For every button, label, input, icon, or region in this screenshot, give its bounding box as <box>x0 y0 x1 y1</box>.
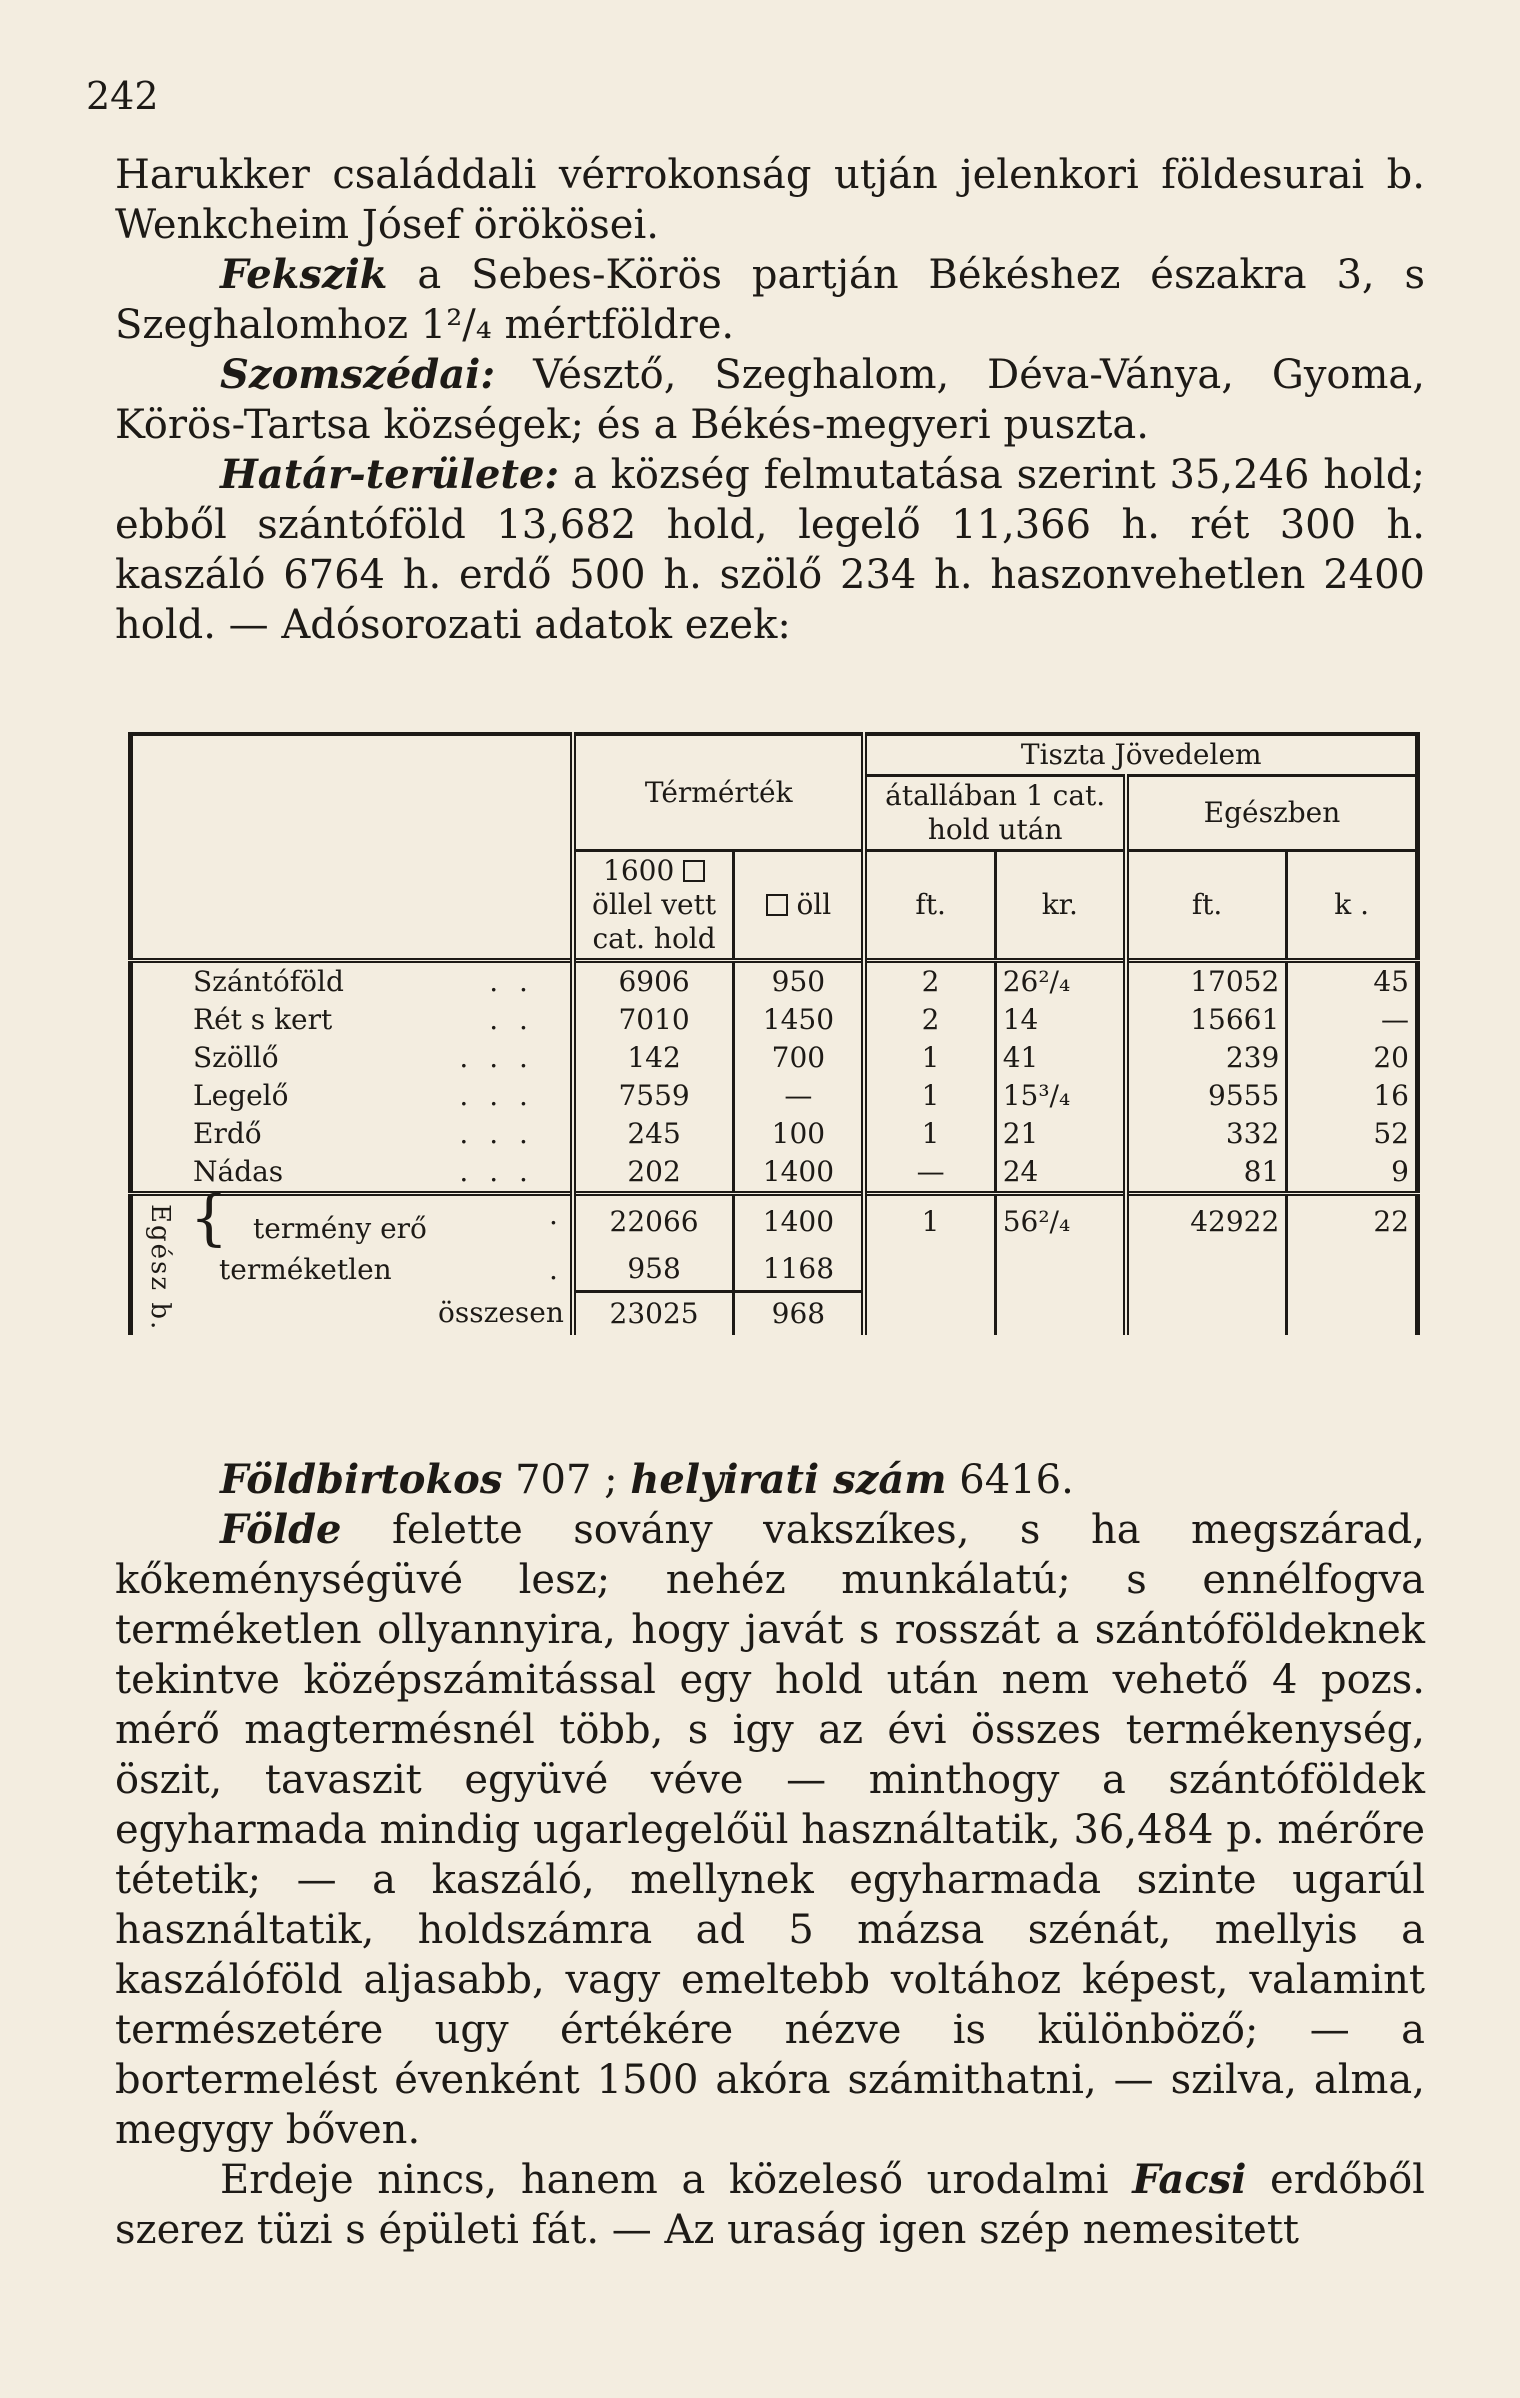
header-ft2: ft. <box>1126 851 1287 961</box>
header-atallaban: átallában 1 cat. hold után <box>864 776 1125 851</box>
summary-r1-label: termény erő <box>253 1212 427 1245</box>
summary-r2-label: terméketlen <box>219 1252 392 1286</box>
summary-r1-b: 1400 <box>734 1194 865 1249</box>
cell-c: 1 <box>864 1115 995 1153</box>
cell-f: 20 <box>1287 1039 1418 1077</box>
table-row <box>131 1077 1418 1115</box>
header-egeszben: Egészben <box>1126 776 1418 851</box>
emphasis-text: Határ-területe: <box>220 451 560 498</box>
cell-c: 1 <box>864 1077 995 1115</box>
row-label-cell <box>131 1039 573 1077</box>
cell-b: 950 <box>734 961 865 1002</box>
cell-a: 7010 <box>573 1001 734 1039</box>
summary-r1-e: 42922 <box>1126 1194 1287 1249</box>
summary-r1-a: 22066 <box>573 1194 734 1249</box>
cell-e: 239 <box>1126 1039 1287 1077</box>
row-dots: . . . <box>459 1041 534 1074</box>
cell-a: 6906 <box>573 961 734 1002</box>
header-kr: kr. <box>995 851 1126 961</box>
emphasis-text: Földbirtokos <box>220 1456 503 1503</box>
header-termertek: Térmérték <box>573 734 865 851</box>
cell-a: 7559 <box>573 1077 734 1115</box>
square-fathom-icon <box>766 894 788 916</box>
cell-a: 245 <box>573 1115 734 1153</box>
table-row <box>131 961 1418 1002</box>
paragraph-text: Vésztő, Szeghalom, Déva-Ványa, Gyoma, Körös-Tartsa községek; és a Békés-megyeri puszta. <box>115 352 1425 448</box>
row-label: Legelő <box>193 1079 289 1112</box>
top-paragraph <box>115 450 1425 650</box>
table-row <box>131 1153 1418 1194</box>
cell-d: 24 <box>995 1153 1126 1194</box>
square-fathom-icon <box>683 860 705 882</box>
table-row <box>131 1115 1418 1153</box>
cell-e: 17052 <box>1126 961 1287 1002</box>
row-label-cell <box>131 1001 573 1039</box>
paragraph-text: 6416. <box>946 1457 1074 1503</box>
row-dots: . . . <box>459 1155 534 1188</box>
summary-r3-b: 968 <box>734 1292 865 1336</box>
emphasis-text: Fekszik <box>220 251 388 298</box>
summary-side-label: Egész b. <box>145 1204 175 1332</box>
summary-r2-dots: . <box>549 1252 564 1286</box>
summary-r3-a: 23025 <box>573 1292 734 1336</box>
cell-e: 332 <box>1126 1115 1287 1153</box>
summary-r1-d: 56²/₄ <box>995 1194 1126 1249</box>
top-paragraph <box>115 150 1425 250</box>
emphasis-text: Földe <box>220 1506 342 1553</box>
row-label-cell <box>131 1077 573 1115</box>
cell-b: 1450 <box>734 1001 865 1039</box>
cell-f: 52 <box>1287 1115 1418 1153</box>
cell-e: 9555 <box>1126 1077 1287 1115</box>
cell-c: — <box>864 1153 995 1194</box>
header-k: k . <box>1287 851 1418 961</box>
emphasis-text: helyirati szám <box>630 1456 947 1503</box>
cell-a: 202 <box>573 1153 734 1194</box>
row-dots: . . <box>489 965 534 998</box>
cell-d: 21 <box>995 1115 1126 1153</box>
cell-e: 81 <box>1126 1153 1287 1194</box>
text-block-bottom <box>115 1455 1425 2255</box>
cell-c: 2 <box>864 961 995 1002</box>
statistics-table-wrap <box>128 732 1420 1432</box>
summary-r2-b: 1168 <box>734 1248 865 1292</box>
cell-b: 700 <box>734 1039 865 1077</box>
statistics-table <box>128 732 1420 1335</box>
cell-e: 15661 <box>1126 1001 1287 1039</box>
cell-d: 26²/₄ <box>995 961 1126 1002</box>
summary-r1-dots: . <box>549 1198 564 1231</box>
paragraph-text: a község felmutatása szerint 35,246 hold; ebből szántóföld 13,682 hold, legelő 11,366 h. rét 300 h. kaszáló 6764 h. erdő 500 h. szölő 234 h. haszonvehetlen 2400 hold. — Adósorozati adatok ezek: <box>115 452 1425 648</box>
cell-d: 14 <box>995 1001 1126 1039</box>
cell-f: 16 <box>1287 1077 1418 1115</box>
row-label: Szöllő <box>193 1041 279 1074</box>
row-dots: . . . <box>459 1079 534 1112</box>
paragraph-text: Erdeje nincs, hanem a közeleső urodalmi <box>220 2157 1133 2203</box>
header-blank <box>131 734 573 961</box>
row-label-cell <box>131 961 573 1002</box>
cell-b: 1400 <box>734 1153 865 1194</box>
page-number: 242 <box>86 74 159 118</box>
row-label-cell <box>131 1115 573 1153</box>
emphasis-text: Szomszédai: <box>220 351 496 398</box>
brace-icon: { <box>189 1183 229 1253</box>
header-1600-number: 1600 <box>603 854 675 887</box>
cell-f: 45 <box>1287 961 1418 1002</box>
cell-b: — <box>734 1077 865 1115</box>
cell-f: 9 <box>1287 1153 1418 1194</box>
row-dots: . . <box>489 1003 534 1036</box>
header-oll-label: öll <box>796 888 832 921</box>
row-label: Nádas <box>193 1155 284 1188</box>
header-1600-label: öllel vett cat. hold <box>592 888 717 955</box>
summary-r1-f: 22 <box>1287 1194 1418 1249</box>
cell-d: 15³/₄ <box>995 1077 1126 1115</box>
header-1600 <box>573 851 734 961</box>
paragraph-text: erdőből szerez tüzi s épületi fát. — Az uraság igen szép nemesitett <box>115 2157 1425 2253</box>
paragraph-text: felette sovány vakszíkes, s ha megszárad, kőkeménységüvé lesz; nehéz munkálatú; s ennélfogva terméketlen ollyannyira, hogy javát s rosszát a szántóföldeknek tekintve középszámitással egy hold után nem vehető 4 pozs. mérő magtermésnél több, s igy az évi összes termékenység, öszit, tavaszit együvé véve — minthogy a szántóföldek egyharmada mindig ugarlegelőül használtatik, 36,484 p. mérőre tétetik; — a kaszáló, mellynek egyharmada szinte ugarúl használtatik, holdszámra ad 5 mázsa szénát, mellyis a kaszálóföld aljasabb, vagy emeltebb voltához képest, valamint természetére ugy értékére nézve is különböző; — a bortermelést évenként 1500 akóra számithatni, — szilva, alma, megygy bőven. <box>115 1507 1425 2153</box>
table-row <box>131 1039 1418 1077</box>
row-dots: . . . <box>459 1117 534 1150</box>
paragraph-text: a Sebes-Körös partján Békéshez északra 3, s Szeghalomhoz 1²/₄ mértföldre. <box>115 252 1425 348</box>
table-body <box>131 961 1418 1194</box>
paragraph-text: Harukker családdali vérrokonság utján jelenkori földesurai b. Wenkcheim Jósef örökösei. <box>115 152 1425 248</box>
bottom-paragraph <box>115 1505 1425 2155</box>
top-paragraph <box>115 250 1425 350</box>
header-tiszta-jovedelem: Tiszta Jövedelem <box>864 734 1417 776</box>
header-oll <box>734 851 865 961</box>
row-label: Erdő <box>193 1117 262 1150</box>
row-label: Rét s kert <box>193 1003 333 1036</box>
cell-c: 2 <box>864 1001 995 1039</box>
cell-b: 100 <box>734 1115 865 1153</box>
bottom-paragraph <box>115 2155 1425 2255</box>
top-paragraph <box>115 350 1425 450</box>
row-label: Szántóföld <box>193 965 344 998</box>
summary-label-3 <box>131 1292 573 1336</box>
table-row <box>131 1001 1418 1039</box>
emphasis-text: Facsi <box>1132 2156 1247 2203</box>
summary-label-2 <box>131 1248 573 1292</box>
bottom-paragraph <box>115 1455 1425 1505</box>
cell-f: — <box>1287 1001 1418 1039</box>
text-block-top <box>115 150 1425 650</box>
paragraph-text: 707 ; <box>502 1457 631 1503</box>
header-ft: ft. <box>864 851 995 961</box>
summary-r1-c: 1 <box>864 1194 995 1249</box>
cell-c: 1 <box>864 1039 995 1077</box>
summary-r2-a: 958 <box>573 1248 734 1292</box>
summary-r3-label: összesen <box>438 1296 564 1330</box>
cell-a: 142 <box>573 1039 734 1077</box>
cell-d: 41 <box>995 1039 1126 1077</box>
